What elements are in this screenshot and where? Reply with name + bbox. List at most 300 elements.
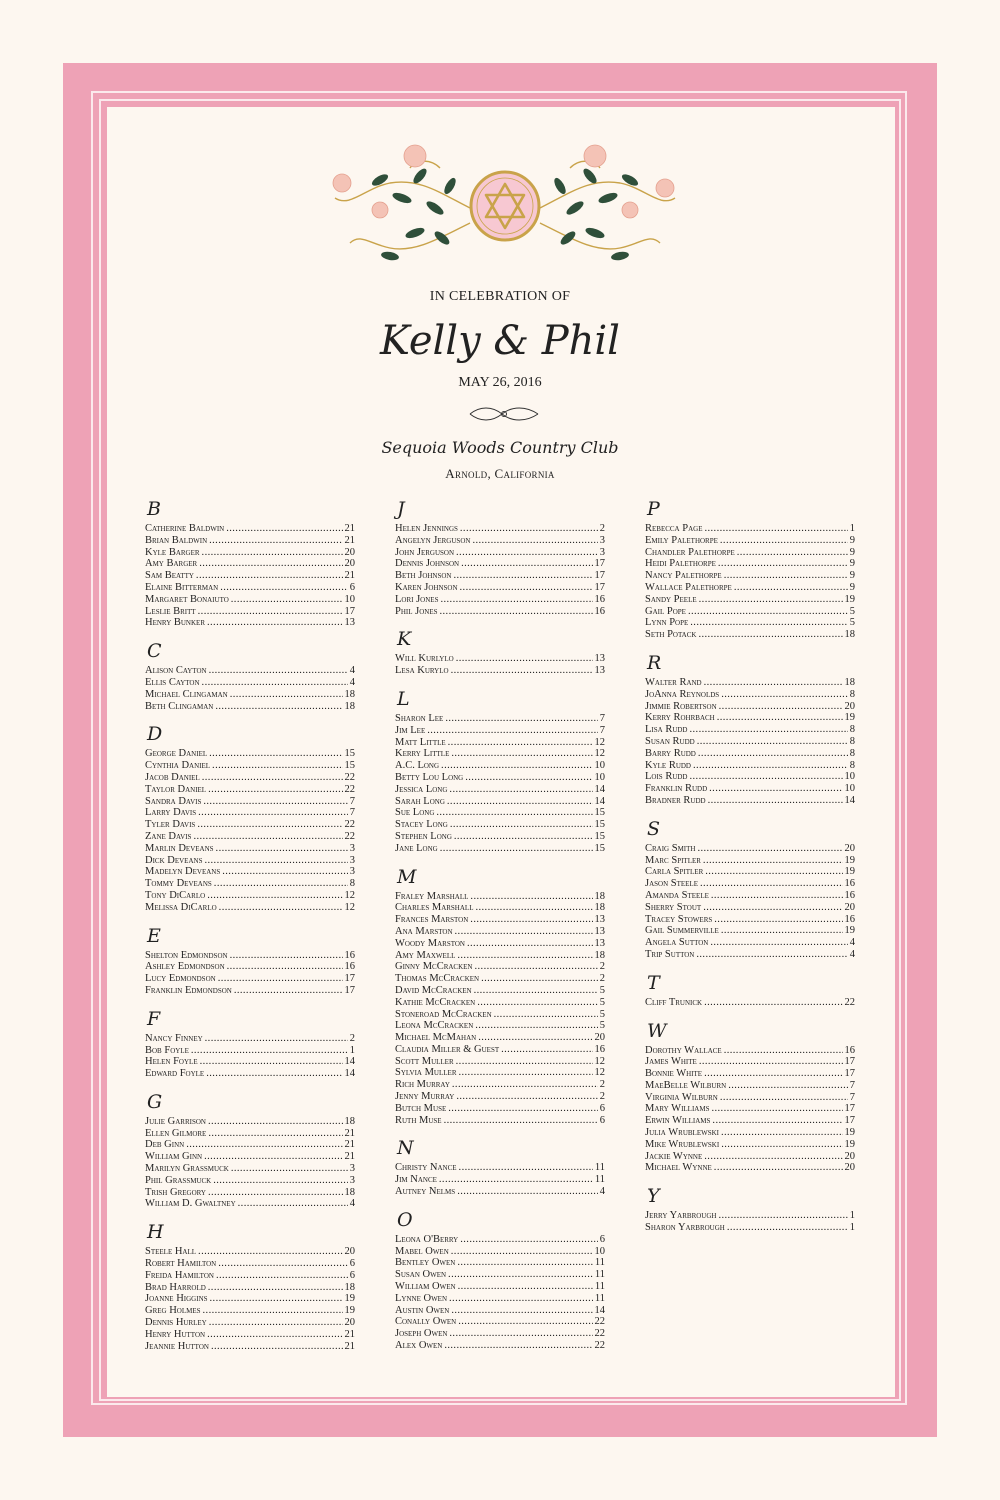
section-letter: K — [397, 628, 412, 651]
guest-name: Edward Foyle — [145, 1068, 205, 1080]
guest-row — [395, 1103, 605, 1115]
table-number: 5 — [599, 996, 605, 1008]
guest-name: Christy Nance — [395, 1162, 457, 1174]
table-number: 22 — [594, 1316, 605, 1328]
guest-row — [395, 961, 605, 973]
guest-row — [145, 665, 355, 677]
guest-name: Barry Rudd — [645, 747, 696, 759]
table-number: 22 — [844, 996, 855, 1008]
guest-row — [645, 843, 855, 855]
table-number: 19 — [844, 1127, 855, 1139]
table-number: 8 — [849, 724, 855, 736]
guest-row — [645, 701, 855, 713]
guest-name: Leslie Britt — [145, 605, 196, 617]
guest-row — [145, 890, 355, 902]
dot-leader — [451, 665, 593, 677]
letter-section-c — [145, 637, 355, 712]
guest-row — [395, 843, 605, 855]
guest-row — [645, 724, 855, 736]
dot-leader — [458, 1281, 593, 1293]
dot-leader — [460, 523, 598, 535]
guest-name: Jackie Wynne — [645, 1150, 703, 1162]
guest-name: Dennis Hurley — [145, 1317, 207, 1329]
table-number: 18 — [344, 688, 355, 700]
section-letter: Y — [647, 1185, 660, 1208]
guest-name: Amanda Steele — [645, 889, 709, 901]
guest-name: William D. Gwaltney — [145, 1198, 236, 1210]
guest-row — [145, 1033, 355, 1045]
guest-name: Leona McCracken — [395, 1020, 474, 1032]
guest-row — [145, 547, 355, 559]
table-number: 17 — [344, 605, 355, 617]
table-number: 22 — [594, 1340, 605, 1352]
dot-leader — [470, 891, 592, 903]
guest-name: Lisa Rudd — [645, 724, 688, 736]
guest-name: Kathie McCracken — [395, 996, 476, 1008]
guest-name: Jane Long — [395, 842, 438, 854]
guest-row — [145, 807, 355, 819]
guest-name: Lynn Pope — [645, 617, 689, 629]
table-number: 3 — [349, 1174, 355, 1186]
dot-leader — [218, 1258, 348, 1270]
guest-row — [395, 831, 605, 843]
dot-leader — [461, 558, 592, 570]
table-number: 2 — [599, 973, 605, 985]
guest-name: Mabel Owen — [395, 1245, 449, 1257]
dot-leader — [478, 1032, 592, 1044]
table-number: 13 — [594, 937, 605, 949]
guest-row — [395, 748, 605, 760]
guest-name: Mike Wrublewski — [645, 1138, 720, 1150]
table-number: 7 — [599, 712, 605, 724]
dot-leader — [208, 1282, 343, 1294]
dot-leader — [209, 1317, 343, 1329]
guest-row — [145, 843, 355, 855]
dot-leader — [454, 831, 593, 843]
dot-leader — [214, 878, 348, 890]
dot-leader — [494, 1009, 598, 1021]
dot-leader — [210, 1293, 343, 1305]
table-number: 2 — [599, 1079, 605, 1091]
guest-row — [145, 606, 355, 618]
letter-section-s — [645, 815, 855, 961]
guest-name: Madelyn Deveans — [145, 866, 221, 878]
dot-leader — [477, 997, 598, 1009]
guest-row — [145, 677, 355, 689]
guest-name: Scott Muller — [395, 1055, 454, 1067]
guest-row — [145, 1258, 355, 1270]
guest-name: Marc Spitler — [645, 854, 701, 866]
guest-row — [395, 558, 605, 570]
dot-leader — [459, 1162, 593, 1174]
section-letter: N — [397, 1137, 414, 1160]
guest-row — [645, 771, 855, 783]
guest-name: Alison Cayton — [145, 665, 207, 677]
table-number: 5 — [849, 617, 855, 629]
guest-row — [395, 973, 605, 985]
guest-name: Angelyn Jerguson — [395, 534, 471, 546]
table-number: 11 — [594, 1281, 605, 1293]
dot-leader — [454, 570, 593, 582]
guest-row — [395, 1281, 605, 1293]
dot-leader — [451, 1305, 592, 1317]
table-number: 18 — [844, 676, 855, 688]
table-number: 12 — [594, 736, 605, 748]
guest-name: Virginia Wilburn — [645, 1091, 718, 1103]
guest-name: Amy Barger — [145, 558, 198, 570]
dot-leader — [448, 737, 593, 749]
guest-row — [395, 796, 605, 808]
guest-row — [145, 760, 355, 772]
table-number: 12 — [594, 1055, 605, 1067]
section-letter: C — [147, 640, 162, 663]
guest-name: Ruth Muse — [395, 1114, 442, 1126]
guest-row — [645, 890, 855, 902]
guest-row — [645, 1115, 855, 1127]
dot-leader — [710, 937, 847, 949]
table-number: 4 — [599, 1186, 605, 1198]
letter-section-p — [645, 495, 855, 641]
table-number: 6 — [349, 1258, 355, 1270]
guest-name: Ashley Edmondson — [145, 961, 225, 973]
table-number: 18 — [344, 1115, 355, 1127]
dot-leader — [208, 1116, 343, 1128]
guest-row — [645, 582, 855, 594]
dot-leader — [204, 855, 347, 867]
table-number: 17 — [344, 973, 355, 985]
guest-row — [395, 1162, 605, 1174]
letter-section-e — [145, 922, 355, 997]
guest-name: Jerry Yarbrough — [645, 1210, 717, 1222]
guest-row — [145, 1246, 355, 1258]
guest-name: Bradner Rudd — [645, 794, 706, 806]
table-number: 21 — [344, 523, 355, 534]
dot-leader — [198, 606, 343, 618]
guest-name: Autney Nelms — [395, 1186, 456, 1198]
table-number: 20 — [844, 1162, 855, 1174]
guest-name: Shelton Edmondson — [145, 949, 228, 961]
guest-row — [645, 677, 855, 689]
guest-row — [145, 1282, 355, 1294]
dot-leader — [451, 748, 592, 760]
guest-row — [395, 914, 605, 926]
guest-row — [395, 1246, 605, 1258]
table-number: 13 — [594, 925, 605, 937]
dot-leader — [690, 724, 848, 736]
guest-name: Joseph Owen — [395, 1328, 448, 1340]
table-number: 14 — [344, 1056, 355, 1068]
letter-section-r — [645, 649, 855, 807]
guest-name: Marilyn Grassmuck — [145, 1163, 229, 1175]
table-number: 14 — [594, 795, 605, 807]
dot-leader — [703, 855, 843, 867]
table-number: 8 — [849, 759, 855, 771]
dot-leader — [440, 606, 593, 618]
table-number: 20 — [844, 1150, 855, 1162]
dot-leader — [714, 914, 842, 926]
scroll-flourish-icon — [468, 402, 540, 426]
table-number: 22 — [344, 771, 355, 783]
guest-name: Freida Hamilton — [145, 1269, 214, 1281]
guest-row — [145, 1175, 355, 1187]
dot-leader — [215, 701, 342, 713]
dot-leader — [704, 523, 847, 535]
table-number: 10 — [594, 1245, 605, 1257]
guest-row — [395, 1079, 605, 1091]
table-number: 4 — [349, 1198, 355, 1210]
table-number: 16 — [344, 961, 355, 973]
guest-row — [645, 1210, 855, 1222]
dot-leader — [448, 1269, 593, 1281]
section-letter: H — [147, 1221, 164, 1244]
table-number: 20 — [844, 901, 855, 913]
table-number: 4 — [849, 948, 855, 960]
dot-leader — [212, 760, 342, 772]
dot-leader — [708, 795, 843, 807]
letter-section-b — [145, 495, 355, 629]
guest-name: Beth Clingaman — [145, 700, 214, 712]
guest-name: Amy Maxwell — [395, 949, 456, 961]
guest-name: Charles Marshall — [395, 902, 474, 914]
table-number: 7 — [849, 1079, 855, 1091]
table-number: 13 — [594, 914, 605, 926]
table-number: 10 — [594, 771, 605, 783]
dot-leader — [439, 1174, 593, 1186]
guest-name: Zane Davis — [145, 830, 192, 842]
dot-leader — [704, 1068, 842, 1080]
dot-leader — [191, 1045, 348, 1057]
table-number: 16 — [594, 593, 605, 605]
letter-section-y — [645, 1182, 855, 1234]
guest-row — [395, 950, 605, 962]
table-number: 6 — [599, 1233, 605, 1245]
guest-name: Greg Holmes — [145, 1305, 201, 1317]
table-number: 16 — [594, 1043, 605, 1055]
guest-name: Jimmie Robertson — [645, 700, 717, 712]
guest-row — [645, 1080, 855, 1092]
letter-section-o — [395, 1206, 605, 1352]
table-number: 2 — [349, 1032, 355, 1044]
guest-name: Tony DiCarlo — [145, 889, 206, 901]
guest-row — [395, 547, 605, 559]
dot-leader — [226, 523, 342, 535]
guest-row — [145, 866, 355, 878]
guest-name: David McCracken — [395, 984, 472, 996]
table-number: 17 — [344, 984, 355, 996]
guest-name: Ginny McCracken — [395, 961, 473, 973]
table-number: 5 — [599, 1008, 605, 1020]
dot-leader — [699, 594, 843, 606]
guest-row — [145, 617, 355, 629]
table-number: 20 — [844, 700, 855, 712]
guest-name: Larry Davis — [145, 807, 197, 819]
guest-row — [645, 949, 855, 961]
dot-leader — [205, 1033, 348, 1045]
dot-leader — [460, 582, 593, 594]
dot-leader — [211, 1341, 343, 1353]
guest-name: William Ginn — [145, 1151, 203, 1163]
dot-leader — [457, 1257, 593, 1269]
guest-name: Cynthia Daniel — [145, 760, 211, 772]
guest-name: Beth Johnson — [395, 570, 452, 582]
table-number: 17 — [594, 581, 605, 593]
dot-leader — [193, 831, 342, 843]
table-number: 6 — [599, 1114, 605, 1126]
guest-name: George Daniel — [145, 748, 208, 760]
guest-row — [645, 1127, 855, 1139]
table-number: 16 — [594, 605, 605, 617]
guest-row — [145, 1056, 355, 1068]
guest-row — [395, 1234, 605, 1246]
guest-name: Phil Grassmuck — [145, 1174, 212, 1186]
guest-row — [645, 855, 855, 867]
dot-leader — [196, 570, 343, 582]
table-number: 16 — [844, 889, 855, 901]
guest-row — [645, 689, 855, 701]
dot-leader — [220, 582, 348, 594]
guest-name: Sherry Stout — [645, 901, 702, 913]
guest-name: Dennis Johnson — [395, 558, 460, 570]
guest-row — [395, 1115, 605, 1127]
guest-name: Elaine Bitterman — [145, 581, 219, 593]
section-letter: D — [147, 723, 163, 746]
guest-name: Taylor Daniel — [145, 783, 207, 795]
guest-name: Tommy Deveans — [145, 878, 212, 890]
guest-name: Betty Lou Long — [395, 771, 464, 783]
guest-row — [645, 535, 855, 547]
table-number: 16 — [844, 1044, 855, 1056]
table-number: 9 — [849, 581, 855, 593]
guest-name: Gail Summerville — [645, 925, 719, 937]
dot-leader — [216, 843, 348, 855]
dot-leader — [696, 949, 847, 961]
guest-row — [145, 594, 355, 606]
table-number: 5 — [849, 605, 855, 617]
guest-name: Claudia Miller & Guest — [395, 1043, 500, 1055]
guest-name: Helen Foyle — [145, 1056, 198, 1068]
guest-row — [395, 725, 605, 737]
table-number: 19 — [844, 593, 855, 605]
table-number: 3 — [599, 546, 605, 558]
guest-row — [395, 535, 605, 547]
guest-name: Woody Marston — [395, 937, 465, 949]
table-number: 15 — [594, 819, 605, 831]
guest-name: JoAnna Reynolds — [645, 688, 720, 700]
dot-leader — [207, 617, 343, 629]
table-number: 18 — [594, 902, 605, 914]
dot-leader — [724, 570, 848, 582]
guest-name: Henry Bunker — [145, 617, 205, 629]
table-number: 9 — [849, 570, 855, 582]
table-number: 6 — [349, 1269, 355, 1281]
guest-name: Tyler Davis — [145, 819, 196, 831]
guest-row — [645, 523, 855, 535]
dot-leader — [445, 713, 597, 725]
guest-row — [395, 1186, 605, 1198]
dot-leader — [457, 950, 592, 962]
guest-name: Sharon Lee — [395, 712, 444, 724]
dot-leader — [467, 938, 593, 950]
table-number: 16 — [844, 878, 855, 890]
guest-name: Sarah Long — [395, 795, 445, 807]
guest-row — [645, 795, 855, 807]
guest-row — [645, 1092, 855, 1104]
dot-leader — [451, 1246, 593, 1258]
dot-leader — [699, 1056, 843, 1068]
dot-leader — [460, 1234, 598, 1246]
guest-name: Jeannie Hutton — [145, 1340, 209, 1352]
table-number: 3 — [599, 534, 605, 546]
guest-name: Seth Potack — [645, 629, 697, 641]
guest-row — [145, 535, 355, 547]
guest-row — [145, 523, 355, 535]
dot-leader — [724, 1045, 843, 1057]
dot-leader — [216, 1270, 348, 1282]
guest-row — [645, 606, 855, 618]
guest-name: A.C. Long — [395, 760, 440, 772]
guest-name: Franklin Rudd — [645, 783, 708, 795]
table-number: 19 — [844, 712, 855, 724]
guest-row — [395, 1293, 605, 1305]
table-number: 1 — [849, 1222, 855, 1234]
guest-row — [645, 914, 855, 926]
guest-name: Ellis Cayton — [145, 676, 200, 688]
guest-name: Karen Johnson — [395, 581, 458, 593]
guest-row — [145, 689, 355, 701]
guest-name: Michael Clingaman — [145, 688, 228, 700]
venue-location: Arnold, California — [445, 466, 555, 481]
guest-row — [395, 1032, 605, 1044]
dot-leader — [458, 1067, 592, 1079]
guest-row — [645, 1045, 855, 1057]
guest-row — [145, 1198, 355, 1210]
dot-leader — [700, 878, 843, 890]
table-number: 5 — [599, 1020, 605, 1032]
guest-row — [395, 594, 605, 606]
letter-section-k — [395, 625, 605, 677]
guest-name: Mary Williams — [645, 1103, 710, 1115]
dot-leader — [697, 843, 842, 855]
dot-leader — [440, 843, 593, 855]
table-number: 1 — [849, 1210, 855, 1222]
table-number: 17 — [844, 1115, 855, 1127]
guest-name: John Jerguson — [395, 546, 455, 558]
guest-name: Ellen Gilmore — [145, 1127, 207, 1139]
table-number: 20 — [344, 546, 355, 558]
guest-name: Rich Murray — [395, 1079, 450, 1091]
dot-leader — [727, 1222, 848, 1234]
table-number: 3 — [349, 842, 355, 854]
table-number: 10 — [844, 771, 855, 783]
dot-leader — [721, 925, 843, 937]
table-number: 22 — [594, 1328, 605, 1340]
letter-section-m — [395, 863, 605, 1127]
guest-row — [395, 1009, 605, 1021]
guest-name: Matt Little — [395, 736, 446, 748]
guest-name: Gail Pope — [645, 605, 686, 617]
dot-leader — [698, 629, 842, 641]
table-number: 13 — [594, 665, 605, 677]
table-number: 15 — [594, 807, 605, 819]
dot-leader — [444, 1340, 592, 1352]
guest-name: James White — [645, 1056, 697, 1068]
guest-name: Will Kurlylo — [395, 653, 454, 665]
dot-leader — [728, 1080, 848, 1092]
guest-row — [645, 1151, 855, 1163]
guest-name: Tracey Stowers — [645, 913, 713, 925]
guest-row — [395, 737, 605, 749]
guest-name: Sylvia Muller — [395, 1067, 457, 1079]
